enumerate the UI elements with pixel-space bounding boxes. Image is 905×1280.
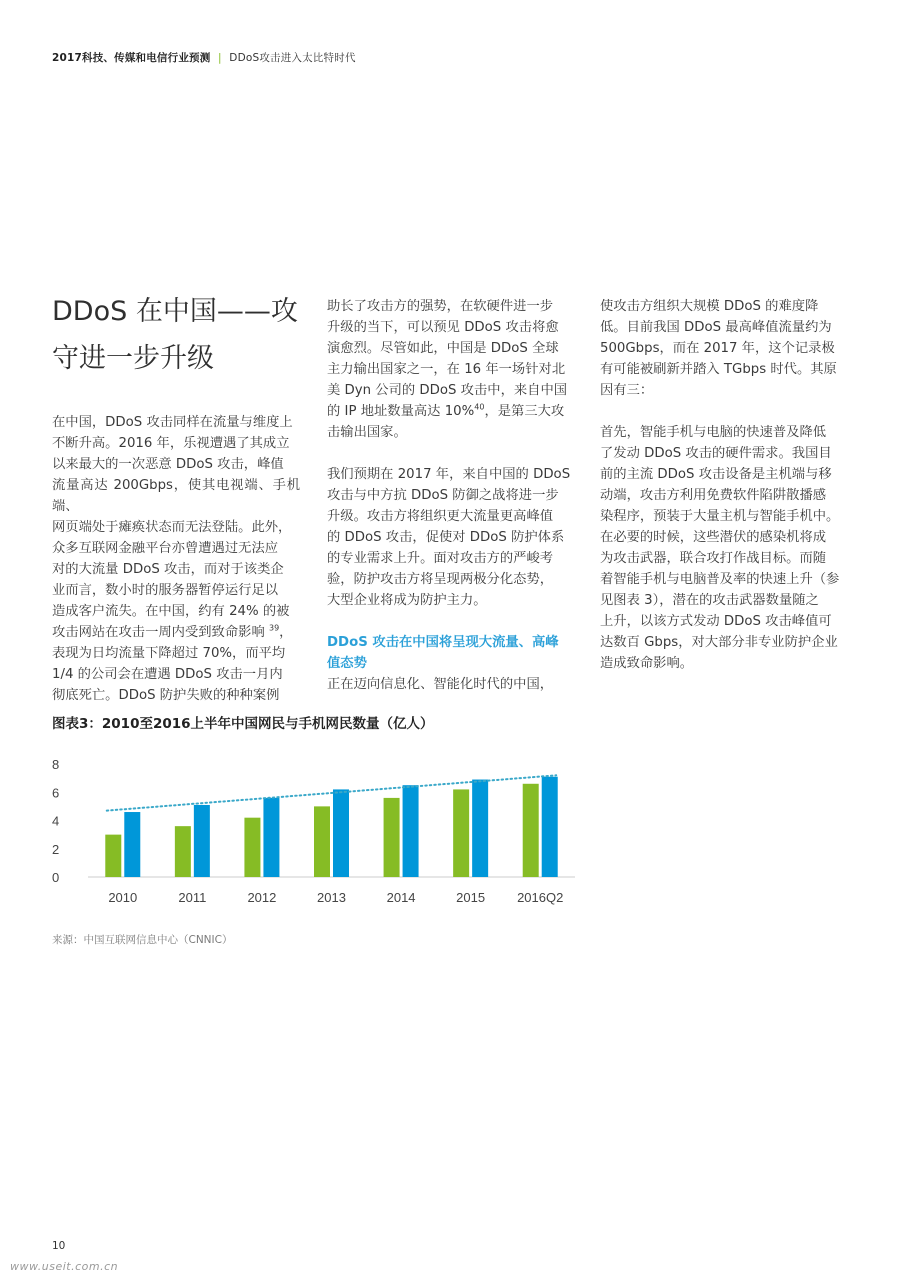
header-section: 2017科技、传媒和电信行业预测: [52, 52, 211, 64]
title-line-1: DDoS 在中国——攻: [52, 296, 298, 327]
col3-line: 上升，以该方式发动 DDoS 攻击峰值可: [600, 614, 832, 629]
y-tick-label: 2: [52, 841, 60, 857]
trendline: [107, 775, 556, 810]
col2-line: 正在迈向信息化、智能化时代的中国，: [327, 677, 554, 692]
col3-line: 动端，攻击方利用免费软件陷阱散播感: [600, 488, 827, 503]
x-tick-label: 2012: [247, 890, 277, 905]
col3-line: 为攻击武器，联合攻打作战目标。而随: [600, 551, 827, 566]
col1-line: 业而言，数小时的服务器暂停运行足以: [52, 583, 279, 598]
bar: [263, 798, 279, 877]
col1-line: 不断升高。2016 年，乐视遭遇了其成立: [52, 436, 290, 451]
col3-line: 在必要的时候，这些潜伏的感染机将成: [600, 530, 827, 545]
bar: [105, 835, 121, 877]
col1-text: 攻击网站在攻击一周内受到致命影响: [52, 625, 265, 640]
col1-line: 1/4 的公司会在遭遇 DDoS 攻击一月内: [52, 667, 283, 682]
bar: [453, 789, 469, 877]
col3-line: 前的主流 DDoS 攻击设备是主机端与移: [600, 467, 832, 482]
col2-text: ，是第三大攻: [484, 404, 565, 419]
x-tick-label: 2010: [108, 890, 138, 905]
column-3: [600, 296, 855, 674]
col2-line-with-ref: [327, 401, 579, 422]
col1-line-with-ref: 攻击网站在攻击一周内受到致命影响 $^{39}$，: [52, 623, 293, 640]
x-tick-label: 2015: [456, 890, 486, 905]
col3-line: 有可能被刷新并踏入 TGbps 时代。其原: [600, 362, 837, 377]
col2-line: 攻击与中方抗 DDoS 防御之战将进一步: [327, 488, 559, 503]
col2-line: 击输出国家。: [327, 425, 407, 440]
figure-source: 来源：中国互联网信息中心（CNNIC）: [52, 934, 233, 946]
col2-line: 主力输出国家之一，在 16 年一场针对北: [327, 362, 566, 377]
col2-line: 升级。攻击方将组织更大流量更高峰值: [327, 509, 554, 524]
x-tick-label: 2016Q2: [517, 890, 564, 905]
bar: [314, 806, 330, 877]
section-subheading: 值态势: [327, 656, 367, 671]
x-tick-label: 2013: [317, 890, 346, 905]
header-subtitle: DDoS攻击进入太比特时代: [229, 52, 356, 64]
col2-line: 演愈烈。尽管如此，中国是 DDoS 全球: [327, 341, 559, 356]
col1-line: 网页端处于瘫痪状态而无法登陆。此外，: [52, 520, 292, 535]
y-tick-label: 4: [52, 813, 60, 829]
col3-line: 首先，智能手机与电脑的快速普及降低: [600, 425, 827, 440]
footnote-ref-39[interactable]: 39: [268, 623, 280, 633]
bar-chart: [40, 750, 600, 920]
col3-line: 造成致命影响。: [600, 656, 694, 671]
col3-line: 使攻击方组织大规模 DDoS 的难度降: [600, 299, 819, 314]
column-2: [327, 296, 579, 695]
col2-text: 的 IP 地址数量高达 10%: [327, 404, 475, 419]
col1-line: 以来最大的一次恶意 DDoS 攻击，峰值: [52, 457, 284, 472]
article-title: [52, 288, 317, 382]
col3-line: 着智能手机与电脑普及率的快速上升（参: [600, 572, 840, 587]
col2-line: 验，防护攻击方将呈现两极分化态势，: [327, 572, 554, 587]
col2-line: 升级的当下，可以预见 DDoS 攻击将愈: [327, 320, 559, 335]
x-tick-label: 2014: [386, 890, 416, 905]
col3-line: 染程序，预装于大量主机与智能手机中。: [600, 509, 840, 524]
col1-line: 表现为日均流量下降超过 70%，而平均: [52, 646, 286, 661]
col3-line: 500Gbps，而在 2017 年，这个记录极: [600, 341, 835, 356]
col3-line: 见图表 3），潜在的攻击武器数量随之: [600, 593, 819, 608]
col1-line: 众多互联网金融平台亦曾遭遇过无法应: [52, 541, 279, 556]
col1-line: 造成客户流失。在中国，约有 24% 的被: [52, 604, 290, 619]
page-header: [52, 50, 356, 65]
bar: [542, 777, 558, 877]
section-subheading: DDoS 攻击在中国将呈现大流量、高峰: [327, 635, 559, 650]
header-separator: |: [217, 52, 222, 64]
y-tick-label: 0: [52, 870, 60, 885]
y-tick-label: 8: [52, 757, 60, 772]
bar: [384, 798, 400, 877]
column-1: [52, 412, 300, 706]
y-tick-label: 6: [52, 785, 60, 801]
col2-line: 的 DDoS 攻击，促使对 DDoS 防护体系: [327, 530, 565, 545]
col3-line: 因有三：: [600, 383, 654, 398]
col3-line: 达数百 Gbps，对大部分非专业防护企业: [600, 635, 838, 650]
figure-title: 图表3：2010至2016上半年中国网民与手机网民数量（亿人）: [52, 716, 434, 732]
bar: [124, 812, 140, 877]
bar: [523, 784, 539, 877]
col2-line: 我们预期在 2017 年，来自中国的 DDoS: [327, 467, 571, 482]
bar: [175, 826, 191, 877]
col2-line: 大型企业将成为防护主力。: [327, 593, 487, 608]
col2-line: 美 Dyn 公司的 DDoS 攻击中，来自中国: [327, 383, 568, 398]
col1-line: 彻底死亡。DDoS 防护失败的种种案例: [52, 688, 280, 703]
bar: [244, 818, 260, 877]
title-line-2: 守进一步升级: [52, 343, 214, 374]
x-tick-label: 2011: [178, 890, 207, 905]
footnote-ref-40[interactable]: 40: [474, 402, 485, 412]
col2-line: 的专业需求上升。面对攻击方的严峻考: [327, 551, 554, 566]
bar: [333, 789, 349, 877]
col2-line: 助长了攻击方的强势，在软硬件进一步: [327, 299, 554, 314]
col1-line: 在中国，DDoS 攻击同样在流量与维度上: [52, 415, 293, 430]
bar: [472, 780, 488, 877]
watermark: www.useit.com.cn: [10, 1260, 119, 1273]
col1-line: 对的大流量 DDoS 攻击，而对于该类企: [52, 562, 284, 577]
bar: [403, 785, 419, 877]
bar: [194, 805, 210, 877]
col1-line: 流量高达 200Gbps，使其电视端、手机端、: [52, 478, 300, 514]
col3-line: 了发动 DDoS 攻击的硬件需求。我国目: [600, 446, 832, 461]
col3-line: 低。目前我国 DDoS 最高峰值流量约为: [600, 320, 832, 335]
page-number: 10: [52, 1240, 66, 1252]
